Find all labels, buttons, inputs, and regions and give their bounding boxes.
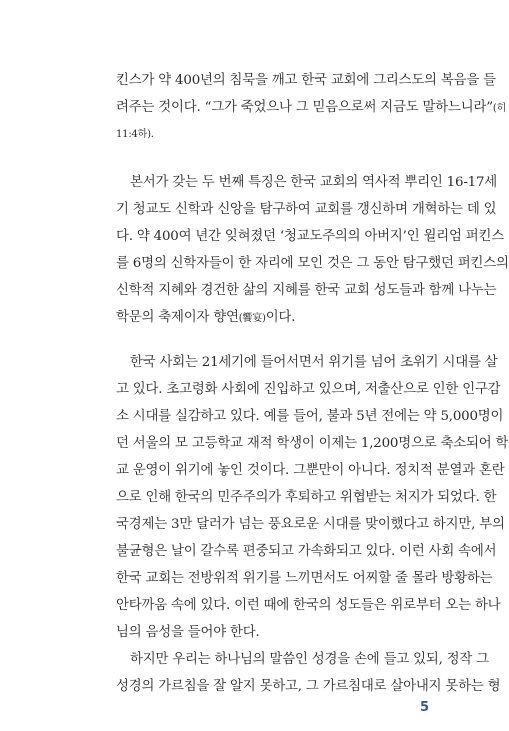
scripture-reference: 11:4하). (116, 129, 154, 140)
text-line: 불균형은 날이 갈수록 편중되고 가속화되고 있다. 이런 사회 속에서 (116, 544, 497, 559)
text-line: 를 6명의 신학자들이 한 자리에 모인 것은 그 동안 탐구했던 퍼킨스의 (116, 256, 509, 271)
text-line: 다. 약 400여 년간 잊혀졌던 ‘청교도주의의 아버지’인 윌리엄 퍼킨스 (116, 229, 504, 244)
text-line: 성경의 가르침을 잘 알지 못하고, 그 가르침대로 살아내지 못하는 형 (116, 679, 501, 694)
text-line: 으로 인해 한국의 민주주의가 후퇴하고 위협받는 처지가 되었다. 한 (116, 490, 497, 505)
text-line (116, 98, 507, 119)
text-line: 님의 음성을 들어야 한다. (116, 625, 260, 640)
page-number: 5 (420, 700, 430, 715)
text-line: 국경제는 3만 달러가 넘는 풍요로운 시대를 맞이했다고 하지만, 부의 (116, 517, 505, 532)
text-line: 던 서울의 모 고등학교 재적 학생이 이제는 1,200명으로 축소되어 학 (116, 436, 509, 451)
text-line: 교 운영이 위기에 놓인 것이다. 그뿐만이 아니다. 정치적 분열과 혼란 (116, 463, 505, 478)
text-line: 고 있다. 초고령화 사회에 진입하고 있으며, 저출산으로 인한 인구감 (116, 382, 501, 397)
text-line: 신학적 지혜와 경건한 삶의 지혜를 한국 교회 성도들과 함께 나누는 (116, 283, 497, 298)
scripture-reference-prefix: (히 (492, 103, 507, 114)
text-line: 기 청교도 신학과 신앙을 탐구하여 교회를 갱신하며 개혁하는 데 있 (116, 202, 497, 217)
text-line (116, 308, 428, 329)
text-line: 한국 교회는 전방위적 위기를 느끼면서도 어찌할 줄 몰라 방황하는 (116, 571, 493, 586)
text-line: 하지만 우리는 하나님의 말씀인 성경을 손에 들고 있되, 정작 그 (130, 652, 489, 667)
hanja-annotation: (饗宴) (238, 313, 266, 324)
text-line: 본서가 갖는 두 번째 특징은 한국 교회의 역사적 뿌리인 16-17세 (130, 175, 498, 190)
text-line: 킨스가 약 400년의 침묵을 깨고 한국 교회에 그리스도의 복음을 들 (116, 73, 496, 88)
text-segment: 려주는 것이다. “그가 죽었으나 그 믿음으로써 지금도 말하느니라” (116, 100, 493, 115)
text-segment: 이다. (265, 310, 296, 325)
text-segment: 학문의 축제이자 향연 (116, 310, 239, 325)
text-line: 안타까움 속에 있다. 이런 때에 한국의 성도들은 위로부터 오는 하나 (116, 598, 501, 613)
text-line: 한국 사회는 21세기에 들어서면서 위기를 넘어 초위기 시대를 살 (130, 355, 498, 370)
text-line: 소 시대를 실감하고 있다. 예를 들어, 불과 5년 전에는 약 5,000명이 (116, 409, 504, 424)
